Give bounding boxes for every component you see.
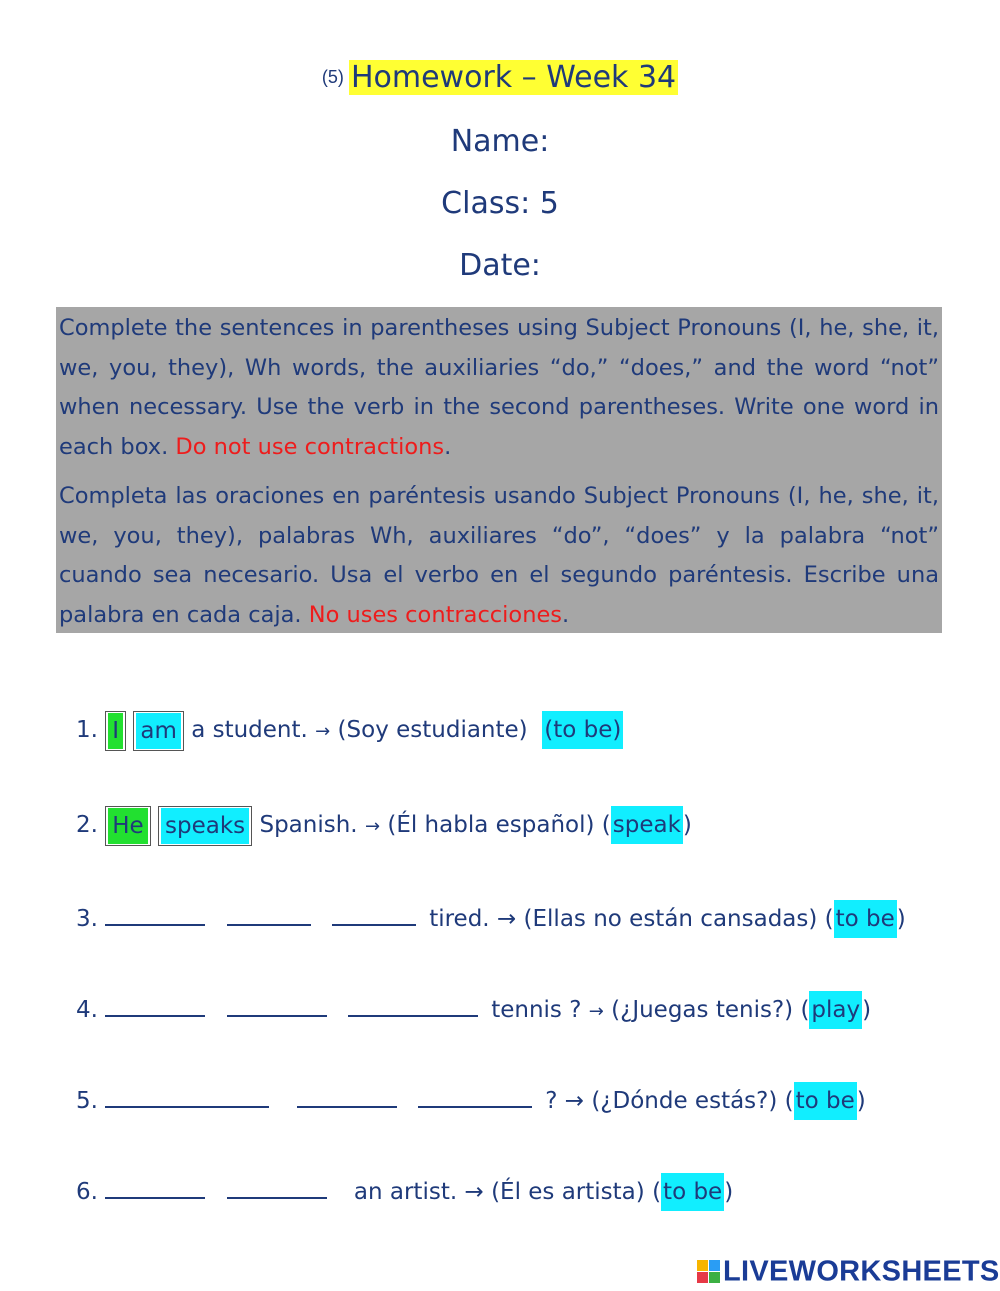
paren-close: ) [682,812,692,838]
sentence-rest: a student. [191,717,308,743]
instructions-english-text: Complete the sentences in parentheses using Subject Pronouns (I, he, she, it, we, you, they), Wh words, the auxiliaries “do,” “does,” and the word “not” when necessary. Use the verb in the second parentheses. Write one word in each box. [59,315,939,460]
paren-close: ) [896,906,906,932]
question-4 [76,987,871,1031]
arrow-icon: → [496,906,517,932]
question-5 [76,1078,866,1122]
answer-blank-3[interactable] [418,1078,532,1108]
liveworksheets-icon [697,1260,721,1284]
sentence-rest: an artist. [353,1179,458,1205]
answer-box-2[interactable] [158,806,252,846]
answer-blank-1[interactable] [105,1169,205,1199]
question-number: 3. [76,906,98,932]
question-number: 1. [76,717,98,743]
paren-close: ) [862,997,872,1023]
homework-number: (5) [321,67,344,87]
question-number: 4. [76,997,98,1023]
answer-box-1[interactable] [105,806,150,846]
instructions-spanish-warning: No uses contracciones [308,601,563,628]
answer-value: I [108,713,123,749]
question-number: 6. [76,1179,98,1205]
translation: (Ellas no están cansadas) [523,906,818,932]
instructions-english-period: . [444,433,452,460]
answer-blank-3[interactable] [348,987,478,1017]
verb-hint: to be [834,900,897,938]
answer-blank-2[interactable] [297,1078,397,1108]
instructions-box [56,307,942,633]
question-1 [76,708,623,752]
translation: (¿Juegas tenis?) [611,997,794,1023]
answer-blank-3[interactable] [332,896,416,926]
logo-text: LIVEWORKSHEETS [723,1255,1000,1288]
translation: (Él habla español) [387,812,595,838]
paren-close: ) [724,1179,734,1205]
instructions-spanish-period: . [562,601,570,628]
arrow-icon: → [588,1001,604,1022]
arrow-icon: → [364,816,381,837]
paren-open: ( [652,1179,662,1205]
question-2 [76,803,692,847]
question-number: 2. [76,812,98,838]
answer-value: speaks [161,808,249,844]
paren-close: ) [856,1088,866,1114]
page-title: Homework – Week 34 [350,60,677,95]
question-6 [76,1169,733,1213]
paren-open: ( [784,1088,794,1114]
answer-value: am [136,713,181,749]
answer-blank-2[interactable] [227,987,327,1017]
question-number: 5. [76,1088,98,1114]
answer-blank-2[interactable] [227,896,311,926]
instructions-spanish-text: Completa las oraciones en paréntesis usando Subject Pronouns (I, he, she, it, we, you, they), palabras Wh, auxiliares “do”, “does” y la palabra “not” cuando sea necesario. Usa el verbo en el segundo paréntesis. Escribe una palabra en cada caja. [59,483,939,628]
arrow-icon: → [464,1179,484,1205]
verb-hint: play [809,991,862,1029]
sentence-rest: ? [545,1088,558,1114]
liveworksheets-logo[interactable] [697,1254,1000,1288]
sentence-rest: tennis ? [491,997,582,1023]
arrow-icon: → [315,721,331,742]
answer-blank-2[interactable] [227,1169,327,1199]
instructions-english [59,309,939,467]
answer-value: He [108,808,147,844]
sentence-rest: Spanish. [259,812,358,838]
answer-blank-1[interactable] [105,896,205,926]
verb-hint: (to be) [542,711,623,749]
instructions-spanish [59,477,939,635]
answer-box-1[interactable] [105,711,126,751]
paren-open: ( [824,906,834,932]
answer-blank-1[interactable] [105,987,205,1017]
name-label: Name: [450,124,550,159]
date-label: Date: [459,248,541,283]
verb-hint: speak [611,806,683,844]
verb-hint: to be [661,1173,724,1211]
question-3 [76,896,906,940]
title-line [0,60,1000,104]
instructions-english-warning: Do not use contractions [175,433,445,460]
verb-hint: to be [794,1082,857,1120]
translation: (Soy estudiante) [337,717,528,743]
paren-open: ( [601,812,611,838]
answer-box-2[interactable] [133,711,184,751]
class-label: Class: 5 [441,186,559,221]
paren-open: ( [800,997,810,1023]
translation: (¿Dónde estás?) [591,1088,778,1114]
arrow-icon: → [564,1088,585,1114]
sentence-rest: tired. [429,906,490,932]
answer-blank-1[interactable] [105,1078,269,1108]
translation: (Él es artista) [491,1179,645,1205]
